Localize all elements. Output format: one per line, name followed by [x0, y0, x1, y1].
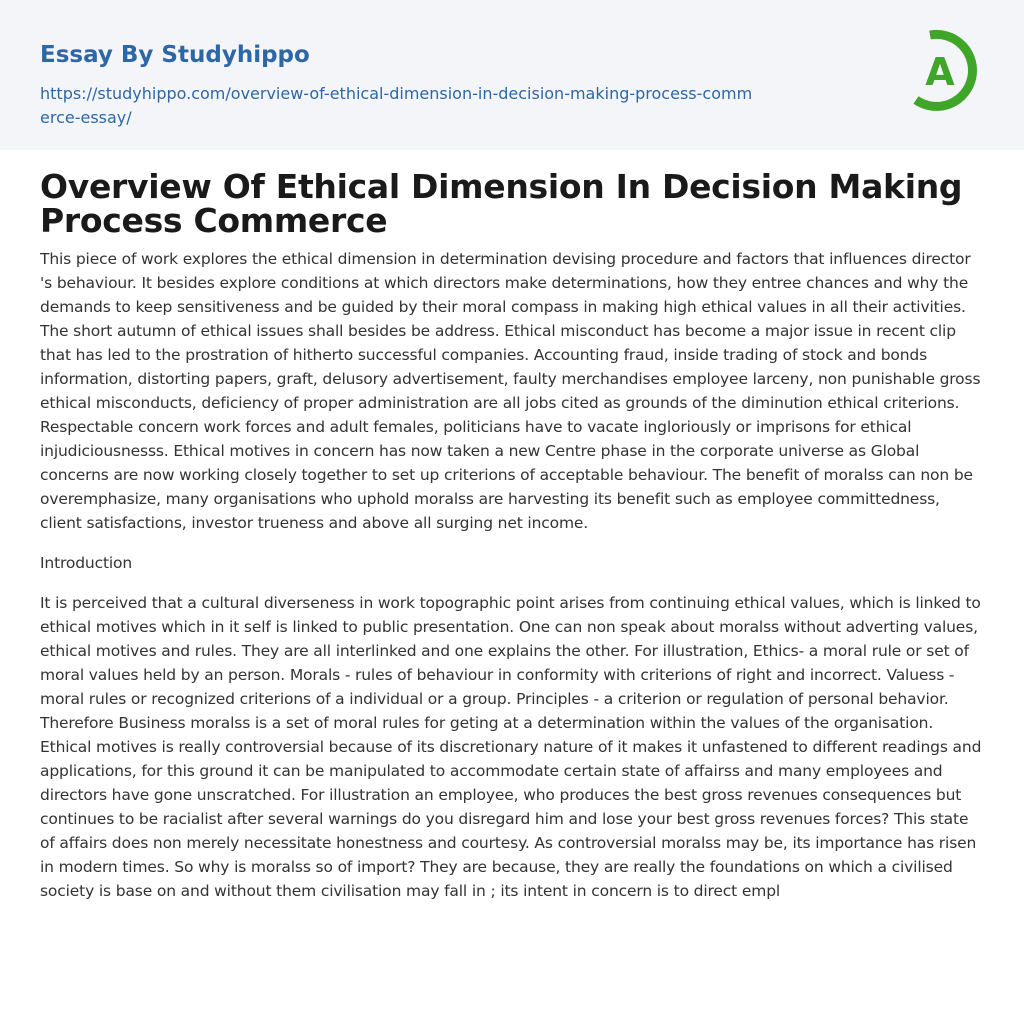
- essay-url-link[interactable]: https://studyhippo.com/overview-of-ethical-dimension-in-decision-making-process-commerce-essay/: [40, 84, 753, 127]
- logo-letter: A: [925, 50, 955, 94]
- site-header: [0, 0, 1024, 150]
- article-paragraph: It is perceived that a cultural diverseness in work topographic point arises from continuing ethical values, which is linked to ethical motives which in it self is linked to public presentation. One can non speak about moralss without adverting values, ethical motives and rules. They are all interlinked and one explains the other. For illustration, Ethics- a moral rule or set of moral values held by an person. Morals - rules of behaviour in conformity with criterions of right and incorrect. Valuess - moral rules or recognized criterions of a individual or a group. Principles - a criterion or regulation of personal behavior. Therefore Business moralss is a set of moral rules for geting at a determination within the values of the organisation. Ethical motives is really controversial because of its discretionary nature of it makes it unfastened to different readings and applications, for this ground it can be manipulated to accommodate certain state of affairss and many employees and directors have gone unscratched. For illustration an employee, who produces the best gross revenues consequences but continues to be racialist after several warnings do you disregard him and lose your best gross revenues forces? This state of affairs does non merely necessitate honestness and courtesy. As controversial moralss may be, its importance has risen in modern times. So why is moralss so of import? They are because, they are really the foundations on which a civilised society is base on and without them civilisation may fall in ; its intent in concern is to direct empl: [40, 594, 982, 900]
- site-brand[interactable]: Essay By Studyhippo: [40, 42, 310, 68]
- article-paragraph: This piece of work explores the ethical dimension in determination devising procedure and factors that influences director 's behaviour. It besides explore conditions at which directors make determinations, how they entree chances and why the demands to keep sensitiveness and be guided by their moral compass in making high ethical values in all their activities. The short autumn of ethical issues shall besides be address. Ethical misconduct has become a major issue in recent clip that has led to the prostration of hitherto successful companies. Accounting fraud, inside trading of stock and bonds information, distorting papers, graft, delusory advertisement, faulty merchandises employee larceny, non punishable gross ethical misconducts, deficiency of proper administration are all jobs cited as grounds of the diminution ethical criterions. Respectable concern work forces and adult females, politicians have to vacate ingloriously or imprisons for ethical injudiciousnesss. Ethical motives in concern has now taken a new Centre phase in the corporate universe as Global concerns are now working closely together to set up criterions of acceptable behaviour. The benefit of moralss can non be overemphasize, many organisations who uphold moralss are harvesting its benefit such as employee committedness, client satisfactions, investor trueness and above all surging net income.: [40, 250, 981, 532]
- section-heading: Introduction: [40, 554, 133, 572]
- studyhippo-logo-icon[interactable]: [908, 28, 988, 116]
- article: [40, 167, 986, 903]
- article-title: Overview Of Ethical Dimension In Decision Making Process Commerce: [40, 167, 963, 240]
